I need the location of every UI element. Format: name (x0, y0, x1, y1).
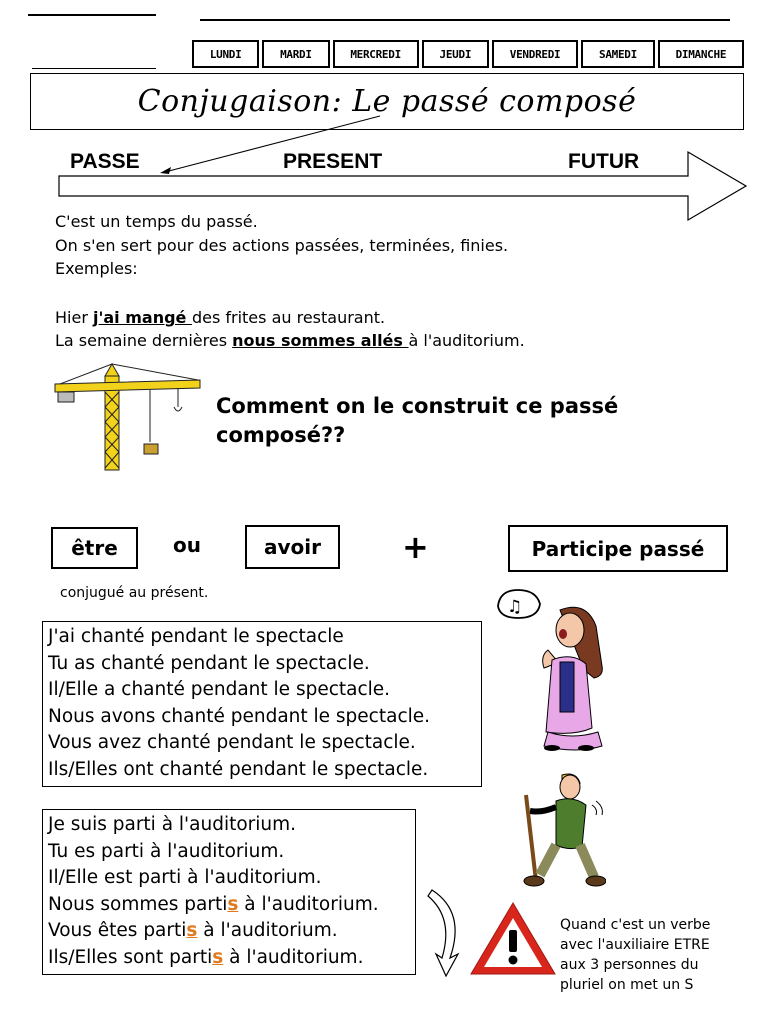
curved-arrow-icon (424, 884, 469, 984)
example-2-before: La semaine dernières (55, 331, 233, 350)
day-sunday: DIMANCHE (658, 40, 744, 68)
header-line-left (28, 14, 156, 16)
intro-line-3: Exemples: (55, 259, 138, 278)
plural-s-marker: s (186, 920, 198, 941)
conjugated-note: conjugué au présent. (60, 585, 209, 601)
or-label: ou (173, 533, 201, 557)
crane-icon (50, 362, 205, 472)
page-title: Conjugaison: Le passé composé (137, 84, 637, 119)
day-tuesday: MARDI (262, 40, 329, 68)
avoir-line-5: Vous avez chanté pendant le spectacle. (48, 732, 416, 753)
day-monday: LUNDI (192, 40, 259, 68)
day-thursday: JEUDI (422, 40, 489, 68)
example-2 (55, 331, 525, 351)
day-saturday: SAMEDI (581, 40, 655, 68)
etre-line-2: Tu es parti à l'auditorium. (48, 840, 285, 862)
avoir-box (245, 525, 340, 569)
etre-line-4-stem: Nous sommes parti (48, 893, 228, 915)
etre-label: être (71, 536, 118, 560)
avoir-conjugation-box (42, 621, 482, 787)
example-1 (55, 308, 385, 328)
etre-plural-rule-note (560, 915, 710, 995)
etre-line-6-stem: Ils/Elles sont parti (48, 946, 213, 968)
rule-line-2: avec l'auxiliaire ETRE (560, 937, 710, 953)
etre-line-4 (48, 892, 410, 919)
timeline-future: FUTUR (568, 150, 640, 173)
svg-text:♫: ♫ (507, 597, 523, 617)
rule-line-4: pluriel on met un S (560, 977, 694, 993)
timeline-past: PASSE (70, 150, 140, 173)
participle-box (508, 525, 728, 572)
timeline-present: PRESENT (283, 150, 383, 173)
rule-line-1: Quand c'est un verbe (560, 917, 711, 933)
header-line-left-2 (32, 68, 156, 69)
participle-label: Participe passé (531, 536, 705, 561)
singer-icon (490, 588, 620, 753)
avoir-label: avoir (264, 535, 321, 559)
plural-s-marker: s (227, 893, 239, 915)
avoir-line-2: Tu as chanté pendant le spectacle. (48, 652, 370, 674)
etre-box (51, 527, 138, 569)
etre-line-1: Je suis parti à l'auditorium. (48, 814, 297, 835)
avoir-line-3: Il/Elle a chanté pendant le spectacle. (48, 679, 391, 700)
construction-question: Comment on le construit ce passé composé?? (216, 394, 619, 447)
example-1-after: des frites au restaurant. (191, 308, 386, 327)
music-note-icon (498, 590, 540, 618)
example-1-verb: j'ai mangé (92, 308, 192, 327)
etre-line-6-suffix: à l'auditorium. (223, 946, 364, 968)
example-1-before: Hier (55, 308, 93, 327)
rule-line-3: aux 3 personnes du (560, 957, 699, 973)
day-wednesday: MERCREDI (333, 40, 419, 68)
day-friday: VENDREDI (492, 40, 578, 68)
etre-line-6 (48, 945, 410, 972)
etre-line-4-suffix: à l'auditorium. (238, 893, 379, 915)
avoir-line-6: Ils/Elles ont chanté pendant le spectacle. (48, 758, 429, 780)
etre-line-3: Il/Elle est parti à l'auditorium. (48, 867, 322, 888)
avoir-line-4: Nous avons chanté pendant le spectacle. (48, 705, 431, 727)
intro-line-2: On s'en sert pour des actions passées, terminées, finies. (55, 236, 509, 255)
etre-line-5-suffix: à l'auditorium. (197, 920, 338, 941)
walking-man-icon (496, 765, 606, 895)
header-line-right (200, 19, 730, 21)
etre-line-5 (48, 918, 410, 945)
plus-sign: + (402, 528, 429, 566)
avoir-line-1: J'ai chanté pendant le spectacle (48, 626, 344, 647)
example-2-verb: nous sommes allés (232, 331, 409, 350)
example-2-after: à l'auditorium. (408, 331, 525, 350)
etre-conjugation-box (42, 809, 416, 975)
weekday-strip (192, 40, 744, 68)
warning-sign-icon (468, 900, 558, 978)
etre-line-5-stem: Vous êtes parti (48, 920, 187, 941)
plural-s-marker: s (212, 946, 224, 968)
intro-line-1: C'est un temps du passé. (55, 212, 258, 231)
